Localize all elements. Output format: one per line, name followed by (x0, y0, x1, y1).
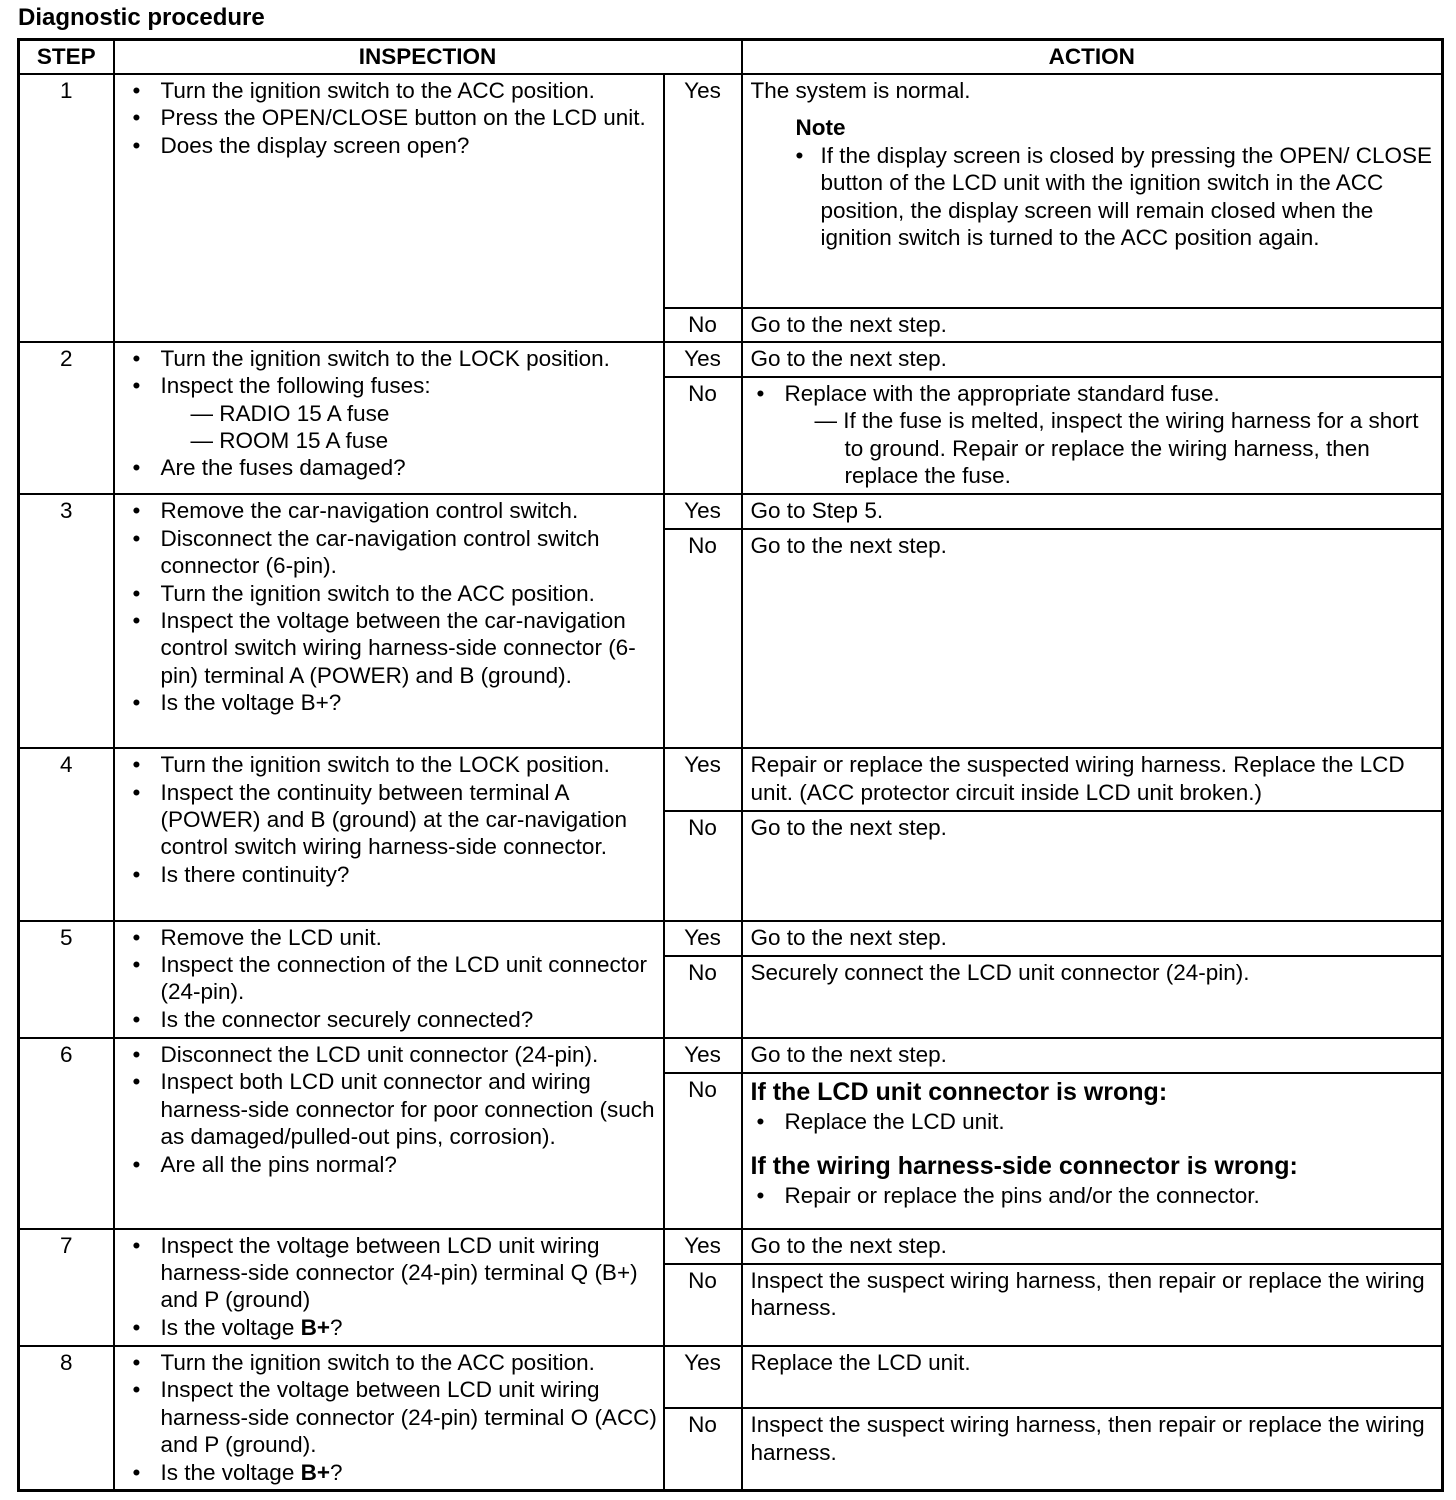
inspection-item: • Turn the ignition switch to the ACC position. (127, 1349, 659, 1376)
table-row (19, 1038, 1443, 1073)
step-number: 5 (19, 921, 114, 1038)
inspection-cell (114, 1346, 664, 1491)
no-label: No (664, 377, 742, 494)
action-subitem: — If the fuse is melted, inspect the wiring harness for a short to ground. Repair or replace the wiring harness, then replace the fuse. (814, 408, 1419, 489)
step-number: 4 (19, 748, 114, 921)
inspection-item: • Does the display screen open? (127, 132, 659, 159)
table-row (19, 74, 1443, 308)
inspection-item: • Inspect the voltage between LCD unit wiring harness-side connector (24-pin) terminal Q (B+) and P (ground) (127, 1232, 659, 1314)
question-text: Is the voltage (160, 1314, 301, 1340)
no-label: No (664, 1408, 742, 1490)
yes-label: Yes (664, 494, 742, 529)
inspection-cell (114, 1229, 664, 1346)
action-yes: Go to Step 5. (742, 494, 1443, 529)
inspection-item: • Are the fuses damaged? (127, 454, 659, 481)
condition-heading: If the LCD unit connector is wrong: (750, 1078, 1168, 1107)
question-text: Is the voltage (160, 1459, 301, 1485)
page-title: Diagnostic procedure (18, 4, 265, 31)
inspection-item-text: Inspect the following fuses: (160, 373, 431, 399)
yes-label: Yes (664, 748, 742, 811)
table-header-row (19, 40, 1443, 75)
step-number: 6 (19, 1038, 114, 1229)
inspection-item: • Inspect the voltage between the car-navigation control switch wiring harness-side connector (6-pin) terminal A (POWER) and B (ground). (127, 607, 659, 689)
action-no (742, 1073, 1443, 1228)
inspection-item: • Is the voltage B+? (127, 689, 659, 716)
header-inspection: INSPECTION (114, 40, 742, 75)
step-number: 7 (19, 1229, 114, 1346)
inspection-cell (114, 74, 664, 342)
inspection-cell (114, 748, 664, 921)
inspection-item: • Is the connector securely connected? (127, 1006, 659, 1033)
yes-label: Yes (664, 1229, 742, 1264)
inspection-item: • Inspect the continuity between terminal A (POWER) and B (ground) at the car-navigation control switch wiring harness-side connector. (127, 779, 659, 861)
condition-heading: If the wiring harness-side connector is wrong: (750, 1151, 1298, 1180)
yes-label: Yes (664, 74, 742, 308)
action-no (742, 377, 1443, 494)
fuse-item: — ROOM 15 A fuse (190, 428, 389, 454)
table-row (19, 921, 1443, 956)
diagnostic-table (17, 38, 1444, 1492)
fuse-item: — RADIO 15 A fuse (190, 400, 390, 426)
inspection-item: • Turn the ignition switch to the ACC position. (127, 77, 659, 104)
inspection-item: • Disconnect the car-navigation control switch connector (6-pin). (127, 525, 659, 580)
action-item: • Repair or replace the pins and/or the connector. (751, 1182, 1436, 1209)
note-title: Note (795, 115, 846, 141)
action-no: Go to the next step. (742, 308, 1443, 342)
action-no: Go to the next step. (742, 529, 1443, 748)
action-no: Inspect the suspect wiring harness, then repair or replace the wiring harness. (742, 1408, 1443, 1490)
action-item-text: Replace with the appropriate standard fuse. (784, 380, 1220, 406)
step-number: 2 (19, 342, 114, 494)
action-text: The system is normal. (750, 78, 971, 103)
yes-label: Yes (664, 1346, 742, 1408)
table-row (19, 1229, 1443, 1264)
header-action: ACTION (742, 40, 1443, 75)
table-row (19, 1346, 1443, 1408)
action-yes (742, 74, 1443, 308)
inspection-item: • Turn the ignition switch to the ACC position. (127, 580, 659, 607)
inspection-item: • Remove the car-navigation control switch. (127, 497, 659, 524)
inspection-item: • Turn the ignition switch to the LOCK position. (127, 751, 659, 778)
inspection-item (127, 1314, 659, 1341)
inspection-item: • Inspect both LCD unit connector and wiring harness-side connector for poor connection (such as damaged/pulled-out pins, corrosion). (127, 1068, 659, 1150)
inspection-item: • Is there continuity? (127, 861, 659, 888)
inspection-item: • Remove the LCD unit. (127, 924, 659, 951)
inspection-item: • Are all the pins normal? (127, 1151, 659, 1178)
inspection-cell (114, 342, 664, 494)
action-yes: Go to the next step. (742, 921, 1443, 956)
action-yes: Go to the next step. (742, 342, 1443, 377)
inspection-cell (114, 1038, 664, 1229)
inspection-item (127, 1459, 659, 1486)
step-number: 8 (19, 1346, 114, 1491)
table-row (19, 494, 1443, 529)
yes-label: Yes (664, 342, 742, 377)
step-number: 3 (19, 494, 114, 748)
header-step: STEP (19, 40, 114, 75)
no-label: No (664, 308, 742, 342)
action-yes: Replace the LCD unit. (742, 1346, 1443, 1408)
inspection-cell (114, 921, 664, 1038)
question-bold: B+ (300, 1459, 330, 1485)
inspection-item: • Inspect the voltage between LCD unit wiring harness-side connector (24-pin) terminal O (ACC) and P (ground). (127, 1376, 659, 1458)
action-no: Inspect the suspect wiring harness, then repair or replace the wiring harness. (742, 1264, 1443, 1346)
table-row (19, 342, 1443, 377)
no-label: No (664, 1264, 742, 1346)
table-row (19, 748, 1443, 811)
inspection-item: • Turn the ignition switch to the LOCK position. (127, 345, 659, 372)
inspection-item: • Inspect the connection of the LCD unit connector (24-pin). (127, 951, 659, 1006)
inspection-item: • Press the OPEN/CLOSE button on the LCD unit. (127, 104, 659, 131)
inspection-item (127, 372, 659, 454)
no-label: No (664, 1073, 742, 1228)
action-item: • Replace the LCD unit. (751, 1108, 1436, 1135)
question-bold: B+ (300, 1314, 330, 1340)
question-mark: ? (329, 1459, 343, 1485)
action-yes: Go to the next step. (742, 1229, 1443, 1264)
note-block (796, 114, 1436, 251)
inspection-cell (114, 494, 664, 748)
yes-label: Yes (664, 1038, 742, 1073)
question-mark: ? (329, 1314, 343, 1340)
action-yes: Repair or replace the suspected wiring harness. Replace the LCD unit. (ACC protector circuit inside LCD unit broken.) (742, 748, 1443, 811)
inspection-item: • Disconnect the LCD unit connector (24-pin). (127, 1041, 659, 1068)
action-yes: Go to the next step. (742, 1038, 1443, 1073)
no-label: No (664, 811, 742, 920)
note-text: • If the display screen is closed by pressing the OPEN/ CLOSE button of the LCD unit with the ignition switch in the ACC position, the display screen will remain closed when the ignition switch is turned to the ACC position again. (796, 142, 1436, 252)
action-no: Go to the next step. (742, 811, 1443, 920)
no-label: No (664, 529, 742, 748)
action-no: Securely connect the LCD unit connector (24-pin). (742, 956, 1443, 1038)
yes-label: Yes (664, 921, 742, 956)
action-item (751, 380, 1436, 407)
step-number: 1 (19, 74, 114, 342)
no-label: No (664, 956, 742, 1038)
